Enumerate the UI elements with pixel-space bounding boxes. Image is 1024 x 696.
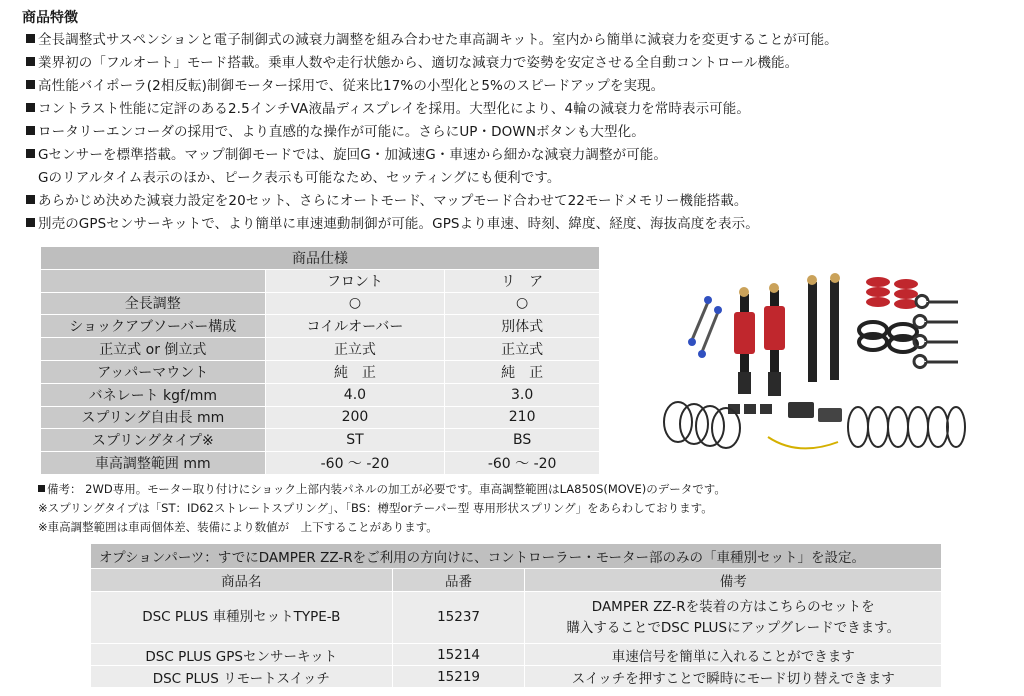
bullet-icon <box>26 149 35 158</box>
spec-rear-value: 純 正 <box>445 360 600 383</box>
feature-item: 業界初の「フルオート」モード搭載。乗車人数や走行状態から、適切な減衰力で姿勢を安定させる全自動コントロール機能。 <box>26 52 1016 75</box>
option-code: 15214 <box>392 644 525 666</box>
bullet-icon <box>26 57 35 66</box>
option-name: DSC PLUS 車種別セットTYPE-B <box>91 592 393 644</box>
feature-list <box>26 29 1016 236</box>
spec-label: アッパーマウント <box>41 360 266 383</box>
options-table <box>90 543 942 688</box>
page-title: 商品特徴 <box>22 10 78 26</box>
feature-item: 全長調整式サスペンションと電子制御式の減衰力調整を組み合わせた車高調キット。室内から簡単に減衰力を変更することが可能。 <box>26 29 1016 52</box>
bullet-icon <box>26 195 35 204</box>
options-header-name: 商品名 <box>91 569 393 592</box>
table-row <box>41 338 600 361</box>
wrench-icon <box>914 296 958 368</box>
note-spring-type: ※スプリングタイプは「ST：ID62ストレートスプリング」、「BS：樽型orテーパー型 専用形状スプリング」をあらわしております。 <box>38 501 713 515</box>
spec-front-value: コイルオーバー <box>265 315 445 338</box>
spec-rear-value: 正立式 <box>445 338 600 361</box>
options-header-code: 品番 <box>392 569 525 592</box>
spec-header-front: フロント <box>265 269 445 292</box>
bullet-icon <box>26 126 35 135</box>
spec-front-value: 4.0 <box>265 383 445 406</box>
note-height-range: ※車高調整範囲は車両個体差、装備により数値が 上下することがあります。 <box>38 520 438 534</box>
spec-front-value: 200 <box>265 406 445 429</box>
table-row <box>41 360 600 383</box>
spec-label: スプリング自由長 mm <box>41 406 266 429</box>
spec-rear-value: -60 ～ -20 <box>445 452 600 475</box>
spec-label: ショックアブソーバー構成 <box>41 315 266 338</box>
feature-item: あらかじめ決めた減衰力設定を20セット、さらにオートモード、マップモード合わせて22モードメモリー機能搭載。 <box>26 190 1016 213</box>
front-shock-icon <box>734 283 785 396</box>
bullet-icon <box>26 218 35 227</box>
table-row <box>91 644 942 666</box>
options-header-note: 備考 <box>525 569 942 592</box>
spec-front-value: 正立式 <box>265 338 445 361</box>
spec-header-blank <box>41 269 266 292</box>
option-code: 15237 <box>392 592 525 644</box>
feature-item: 別売のGPSセンサーキットで、より簡単に車速連動制御が可能。GPSより車速、時刻、緯度、経度、海抜高度を表示。 <box>26 213 1016 236</box>
spec-rear-value: ○ <box>445 292 600 315</box>
rear-shock-icon <box>807 273 840 382</box>
controller-icon <box>728 402 842 422</box>
spec-rear-value: 別体式 <box>445 315 600 338</box>
spec-rear-value: 3.0 <box>445 383 600 406</box>
feature-item: Gセンサーを標準搭載。マップ制御モードでは、旋回G・加減速G・車速から細かな減衰力調整が可能。 <box>26 144 1016 167</box>
spec-header-rear: リ ア <box>445 269 600 292</box>
spec-label: バネレート kgf/mm <box>41 383 266 406</box>
option-note: DAMPER ZZ-Rを装着の方はこちらのセットを 購入することでDSC PLUSにアップグレードできます。 <box>525 592 942 644</box>
table-row <box>91 666 942 688</box>
bullet-icon <box>26 103 35 112</box>
table-row <box>41 292 600 315</box>
feature-continuation: Gのリアルタイム表示のほか、ピーク表示も可能なため、セッティングにも便利です。 <box>38 170 561 186</box>
notes <box>38 480 726 537</box>
spec-rear-value: 210 <box>445 406 600 429</box>
spec-rear-value: BS <box>445 429 600 452</box>
option-code: 15219 <box>392 666 525 688</box>
table-row <box>91 592 942 644</box>
spec-label: 全長調整 <box>41 292 266 315</box>
table-row <box>41 429 600 452</box>
option-note: 車速信号を簡単に入れることができます <box>525 644 942 666</box>
option-name: DSC PLUS リモートスイッチ <box>91 666 393 688</box>
spring-icon <box>866 277 918 309</box>
product-photo <box>658 262 968 462</box>
note-remarks: 備考： 2WD専用。モーター取り付けにショック上部内装パネルの加工が必要です。車高調整範囲はLA850S(MOVE)のデータです。 <box>38 480 726 499</box>
spec-front-value: 純 正 <box>265 360 445 383</box>
bullet-icon <box>38 485 45 492</box>
spec-table-title: 商品仕様 <box>41 247 600 270</box>
bullet-icon <box>26 80 35 89</box>
spec-front-value: ST <box>265 429 445 452</box>
bullet-icon <box>26 34 35 43</box>
options-band: オプションパーツ：すでにDAMPER ZZ-Rをご利用の方向けに、コントローラー・モーター部のみの「車種別セット」を設定。 <box>91 544 942 569</box>
option-name: DSC PLUS GPSセンサーキット <box>91 644 393 666</box>
spec-label: スプリングタイプ※ <box>41 429 266 452</box>
feature-item: ロータリーエンコーダの採用で、より直感的な操作が可能に。さらにUP・DOWNボタンも大型化。 <box>26 121 1016 144</box>
table-row <box>41 406 600 429</box>
cable-icon <box>664 402 965 448</box>
spec-label: 正立式 or 倒立式 <box>41 338 266 361</box>
spec-table <box>40 246 600 475</box>
table-row <box>41 315 600 338</box>
feature-item: 高性能バイポーラ(2相反転)制御モーター採用で、従来比17%の小型化と5%のスピードアップを実現。 <box>26 75 1016 98</box>
table-row <box>41 383 600 406</box>
spec-label: 車高調整範囲 mm <box>41 452 266 475</box>
table-row <box>41 452 600 475</box>
option-note: スイッチを押すことで瞬時にモード切り替えできます <box>525 666 942 688</box>
spec-front-value: ○ <box>265 292 445 315</box>
spec-front-value: -60 ～ -20 <box>265 452 445 475</box>
feature-item: コントラスト性能に定評のある2.5インチVA液晶ディスプレイを採用。大型化により、4輪の減衰力を常時表示可能。 <box>26 98 1016 121</box>
